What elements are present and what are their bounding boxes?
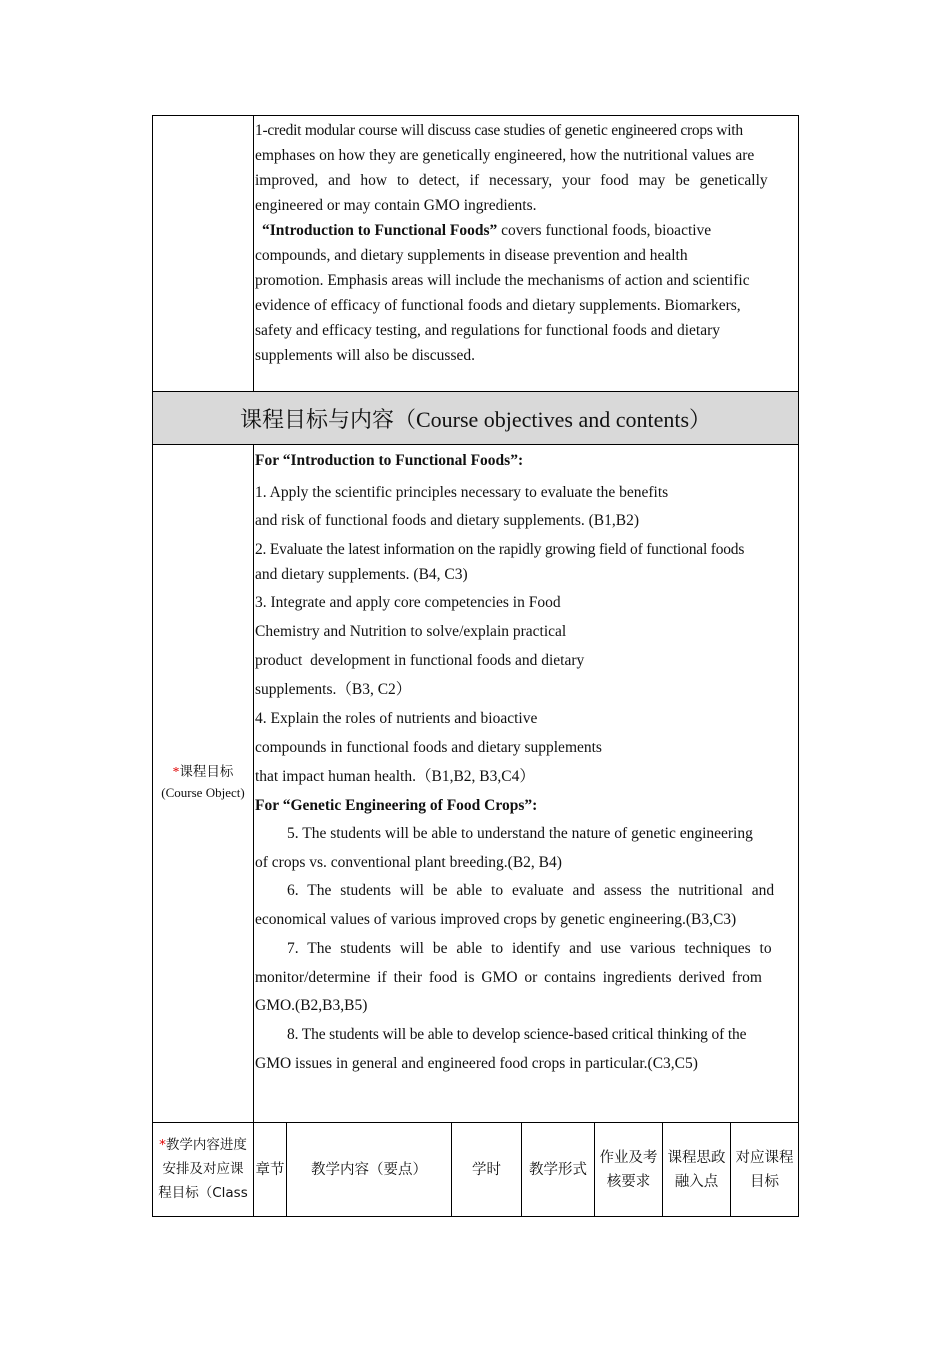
schedule-row-label: *教学内容进度 安排及对应课 程目标（Class [158,1137,248,1201]
description-line-2: emphases on how they are genetically engineered, how the nutritional values are [255,147,755,164]
functional-objectives-heading: For “Introduction to Functional Foods”: [255,452,524,469]
header-ideology: 课程思政 融入点 [667,1149,726,1190]
objective-1-line-2: and risk of functional foods and dietary supplements. (B1,B2) [255,512,639,529]
objective-3-line-4: supplements.（B3, C2） [255,681,412,698]
header-hours: 学时 [472,1161,501,1178]
objectives-label-en: (Course Object) [161,785,245,800]
objective-4-line-1: 4. Explain the roles of nutrients and bioactive [255,710,538,727]
header-content: 教学内容（要点） [311,1161,427,1178]
table-border-left [152,115,153,1217]
section-title-cn: 课程目标与内容 [239,407,394,433]
objectives-label-cn: 课程目标 [179,764,234,780]
objective-7-line-3: GMO.(B2,B3,B5) [255,997,368,1014]
description-line-3: improved, and how to detect, if necessary, your food may be genetically [255,172,768,189]
functional-foods-title: “Introduction to Functional Foods” [262,222,498,239]
objective-3-line-3: product development in functional foods and dietary [255,652,585,669]
objective-1-line-1: 1. Apply the scientific principles necessary to evaluate the benefits [255,484,669,501]
schedule-required-marker: * [159,1137,166,1153]
functional-foods-intro-text: covers functional foods, bioactive [497,222,712,239]
objective-5-line-1: 5. The students will be able to understand the nature of genetic engineering [287,825,753,842]
objective-6-line-2: economical values of various improved crops by genetic engineering.(B3,C3) [255,911,737,928]
objective-3-line-2: Chemistry and Nutrition to solve/explain practical [255,623,567,640]
objective-8-line-1: 8. The students will be able to develop science-based critical thinking of the [287,1026,747,1043]
label-column-divider-top [253,115,254,392]
objective-7-line-2: monitor/determine if their food is GMO or contains ingredients derived from [255,969,762,986]
objective-4-line-2: compounds in functional foods and dietary supplements [255,739,602,756]
header-target: 对应课程 目标 [735,1149,794,1190]
objectives-row-label [153,762,253,804]
description-line-1: 1-credit modular course will discuss case studies of genetic engineered crops with [255,122,743,139]
table-border-top [152,115,799,116]
objective-3-line-1: 3. Integrate and apply core competencies in Food [255,594,561,611]
header-chapter: 章节 [255,1161,285,1178]
table-border-bottom [152,1216,799,1217]
objective-2-line-2: and dietary supplements. (B4, C3) [255,566,468,583]
functional-foods-intro [262,218,804,243]
genetic-objectives-heading: For “Genetic Engineering of Food Crops”: [255,797,538,814]
objective-7-line-1: 7. The students will be able to identify and use various techniques to [287,940,772,957]
objective-5-line-2: of crops vs. conventional plant breeding.(B2, B4) [255,854,562,871]
table-border-right [798,115,799,1217]
header-form: 教学形式 [529,1161,587,1178]
functional-foods-line-2: promotion. Emphasis areas will include the mechanisms of action and scientific [255,272,750,289]
required-marker: * [172,764,180,779]
objective-8-line-2: GMO issues in general and engineered food crops in particular.(C3,C5) [255,1055,698,1072]
section-title-en: （Course objectives and contents） [393,406,712,432]
objective-2-line-1: 2. Evaluate the latest information on the rapidly growing field of functional foods [255,541,745,558]
functional-foods-line-3: evidence of efficacy of functional foods and dietary supplements. Biomarkers, [255,297,741,314]
header-homework: 作业及考 核要求 [599,1149,658,1190]
band-border-bottom [152,444,799,445]
section-title [153,392,798,444]
label-column-divider-middle [253,444,254,1217]
objective-6-line-1: 6. The students will be able to evaluate and assess the nutritional and [287,882,775,899]
functional-foods-line-4: safety and efficacy testing, and regulations for functional foods and dietary [255,322,720,339]
functional-foods-line-1: compounds, and dietary supplements in disease prevention and health [255,247,688,264]
objective-4-line-3: that impact human health.（B1,B2, B3,C4） [255,768,535,785]
description-line-4: engineered or may contain GMO ingredients. [255,197,537,214]
functional-foods-line-5: supplements will also be discussed. [255,347,475,364]
